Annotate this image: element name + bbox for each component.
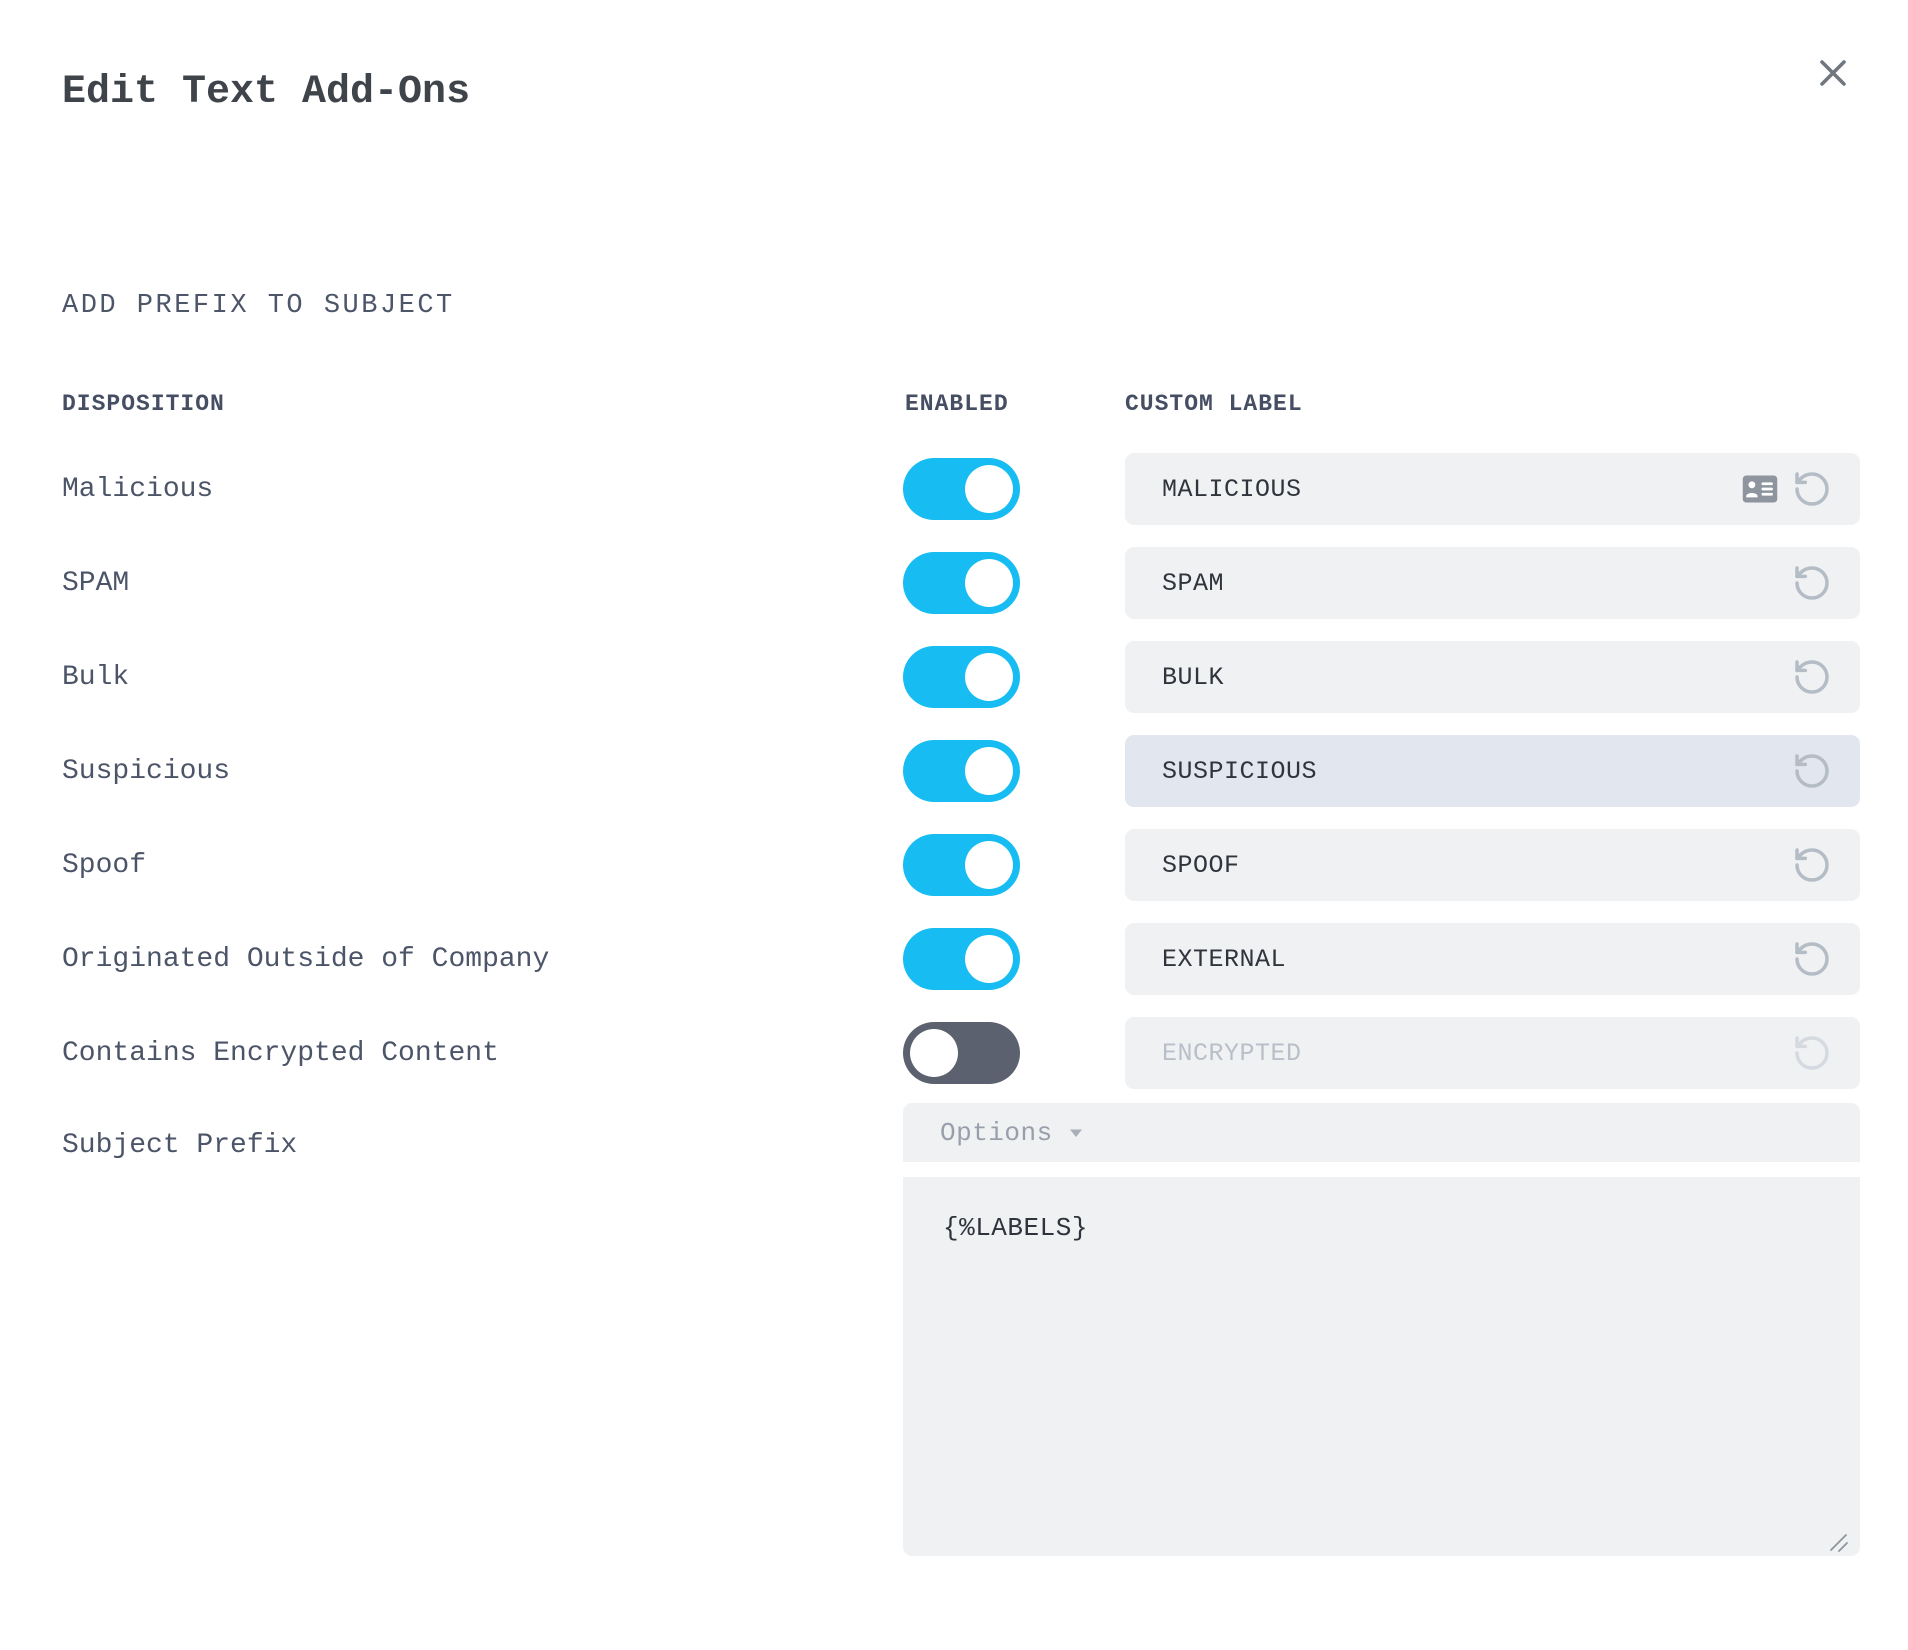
column-header-row (62, 388, 1860, 420)
revert-label-icon[interactable] (1792, 751, 1832, 791)
disposition-label: Bulk (62, 661, 130, 693)
enabled-toggle[interactable] (903, 740, 1020, 802)
toggle-knob (965, 559, 1013, 607)
page-title: Edit Text Add-Ons (62, 70, 471, 115)
custom-label-cell (1125, 735, 1860, 807)
custom-label-input[interactable] (1125, 1017, 1860, 1089)
disposition-label: SPAM (62, 567, 130, 599)
toggle-knob (965, 935, 1013, 983)
disposition-label: Spoof (62, 849, 147, 881)
toggle-cell (903, 458, 1125, 520)
revert-label-icon[interactable] (1792, 845, 1832, 885)
toggle-knob (965, 747, 1013, 795)
disposition-label: Originated Outside of Company (62, 943, 550, 975)
toggle-knob (910, 1029, 958, 1077)
custom-label-input[interactable] (1125, 829, 1860, 901)
close-button[interactable] (1806, 46, 1860, 100)
section-heading: ADD PREFIX TO SUBJECT (62, 291, 455, 321)
chevron-down-icon (1069, 1128, 1083, 1138)
input-icons (1742, 453, 1832, 525)
enabled-toggle[interactable] (903, 1022, 1020, 1084)
enabled-toggle[interactable] (903, 834, 1020, 896)
table-row-spam (62, 547, 1860, 619)
custom-label-input[interactable] (1125, 923, 1860, 995)
toggle-knob (965, 841, 1013, 889)
revert-label-icon[interactable] (1792, 939, 1832, 979)
custom-label-cell (1125, 547, 1860, 619)
enabled-toggle[interactable] (903, 928, 1020, 990)
table-row-spoof (62, 829, 1860, 901)
table-row-contains-encrypted-content (62, 1017, 1860, 1089)
custom-label-cell (1125, 453, 1860, 525)
options-dropdown[interactable] (903, 1103, 1860, 1162)
disposition-label: Suspicious (62, 755, 231, 787)
revert-label-icon[interactable] (1792, 657, 1832, 697)
enabled-toggle[interactable] (903, 458, 1020, 520)
toggle-cell (903, 1022, 1125, 1084)
column-header-enabled: ENABLED (905, 391, 1009, 417)
toggle-knob (965, 465, 1013, 513)
input-icons (1792, 735, 1832, 807)
custom-label-input[interactable] (1125, 641, 1860, 713)
resize-handle[interactable] (1824, 1528, 1850, 1554)
table-row-malicious (62, 453, 1860, 525)
table-row-bulk (62, 641, 1860, 713)
input-icons (1792, 1017, 1832, 1089)
revert-label-icon[interactable] (1792, 469, 1832, 509)
enabled-toggle[interactable] (903, 646, 1020, 708)
toggle-cell (903, 834, 1125, 896)
column-header-custom-label: CUSTOM LABEL (1125, 391, 1303, 417)
custom-label-cell (1125, 1017, 1860, 1089)
toggle-cell (903, 646, 1125, 708)
input-icons (1792, 923, 1832, 995)
input-icons (1792, 829, 1832, 901)
column-header-disposition: DISPOSITION (62, 391, 225, 417)
input-icons (1792, 547, 1832, 619)
toggle-cell (903, 740, 1125, 802)
disposition-label: Malicious (62, 473, 214, 505)
disposition-label: Contains Encrypted Content (62, 1037, 499, 1069)
custom-label-cell (1125, 923, 1860, 995)
revert-label-icon[interactable] (1792, 1033, 1832, 1073)
table-row-suspicious (62, 735, 1860, 807)
toggle-knob (965, 653, 1013, 701)
enabled-toggle[interactable] (903, 552, 1020, 614)
options-dropdown-label: Options (940, 1117, 1053, 1148)
custom-label-cell (1125, 829, 1860, 901)
subject-prefix-textarea[interactable] (903, 1177, 1860, 1556)
contact-card-icon[interactable] (1742, 474, 1778, 504)
toggle-cell (903, 928, 1125, 990)
input-icons (1792, 641, 1832, 713)
subject-prefix-label: Subject Prefix (62, 1130, 298, 1161)
close-icon (1813, 53, 1853, 93)
custom-label-cell (1125, 641, 1860, 713)
toggle-cell (903, 552, 1125, 614)
custom-label-input[interactable] (1125, 547, 1860, 619)
custom-label-input[interactable] (1125, 735, 1860, 807)
table-row-originated-outside-of-company (62, 923, 1860, 995)
revert-label-icon[interactable] (1792, 563, 1832, 603)
